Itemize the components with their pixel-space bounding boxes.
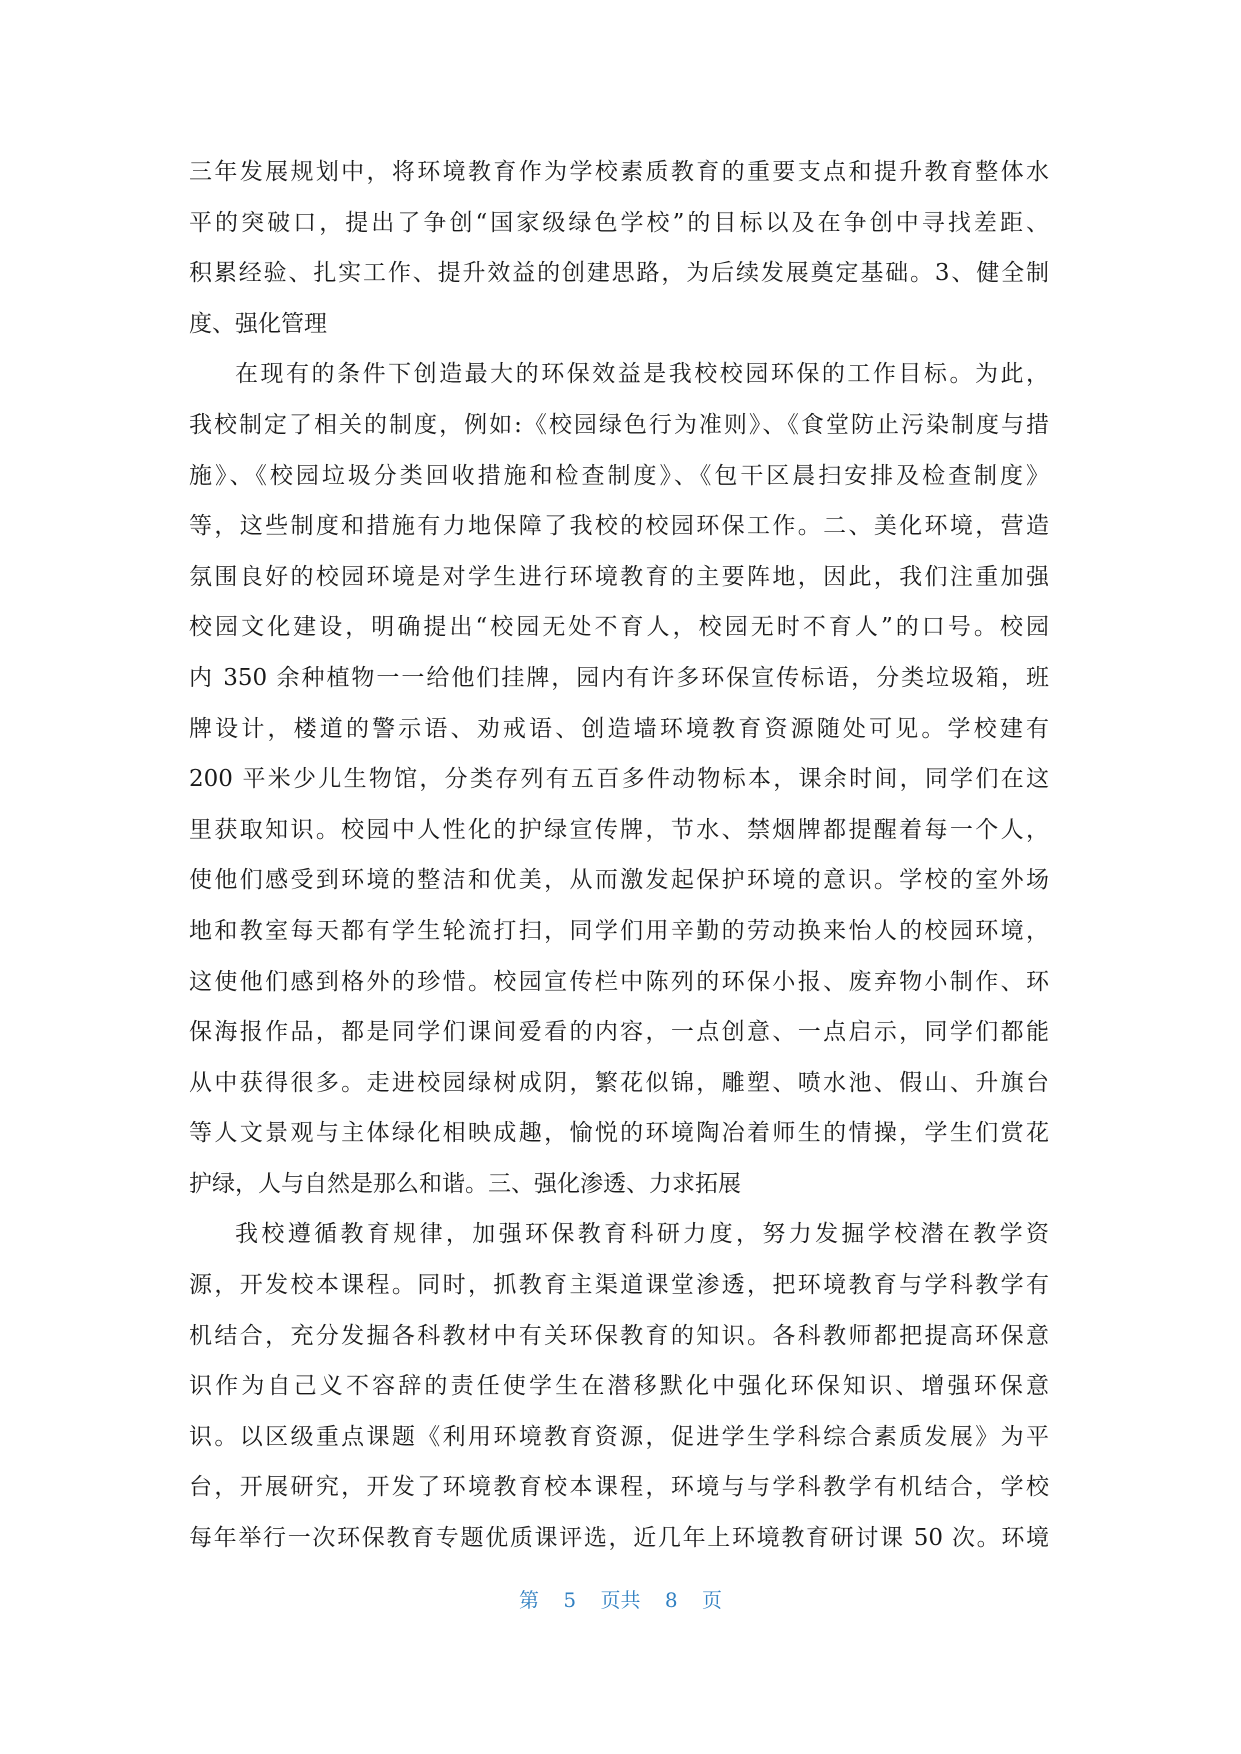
text-line: 里获取知识。校园中人性化的护绿宣传牌，节水、禁烟牌都提醒着每一个人， [189, 816, 1049, 843]
text-line: 校园文化建设，明确提出“校园无处不育人，校园无时不育人”的口号。校园 [189, 614, 1049, 641]
text-line: 我校制定了相关的制度，例如:《校园绿色行为准则》、《食堂防止污染制度与措 [189, 411, 1049, 438]
text-line: 护绿，人与自然是那么和谐。三、强化渗透、力求拓展 [189, 1170, 741, 1197]
text-line: 从中获得很多。走进校园绿树成阴，繁花似锦，雕塑、喷水池、假山、升旗台 [189, 1069, 1049, 1096]
text-line: 在现有的条件下创造最大的环保效益是我校校园环保的工作目标。为此， [235, 361, 1049, 388]
text-line: 识。以区级重点课题《利用环境教育资源，促进学生学科综合素质发展》为平 [189, 1423, 1049, 1450]
text-line: 我校遵循教育规律，加强环保教育科研力度，努力发掘学校潜在教学资 [235, 1221, 1049, 1248]
footer-suffix: 页 [701, 1588, 722, 1612]
text-line: 牌设计，楼道的警示语、劝戒语、创造墙环境教育资源随处可见。学校建有 [189, 715, 1049, 742]
text-line: 施》、《校园垃圾分类回收措施和检查制度》、《包干区晨扫安排及检查制度》 [189, 462, 1049, 489]
footer-current-page: 5 [563, 1588, 577, 1612]
text-line: 等人文景观与主体绿化相映成趣，愉悦的环境陶冶着师生的情操，学生们赏花 [189, 1120, 1049, 1147]
text-line: 保海报作品，都是同学们课间爱看的内容，一点创意、一点启示，同学们都能 [189, 1019, 1049, 1046]
text-line: 这使他们感到格外的珍惜。校园宣传栏中陈列的环保小报、废弃物小制作、环 [189, 968, 1049, 995]
text-line: 内 350 余种植物一一给他们挂牌，园内有许多环保宣传标语，分类垃圾箱，班 [189, 664, 1049, 691]
text-line: 平的突破口，提出了争创“国家级绿色学校”的目标以及在争创中寻找差距、 [189, 209, 1049, 236]
footer-mid: 页共 [600, 1588, 641, 1612]
text-line: 使他们感受到环境的整洁和优美，从而激发起保护环境的意识。学校的室外场 [189, 867, 1049, 894]
footer-prefix: 第 [519, 1588, 540, 1612]
text-line: 氛围良好的校园环境是对学生进行环境教育的主要阵地，因此，我们注重加强 [189, 563, 1049, 590]
text-line: 地和教室每天都有学生轮流打扫，同学们用辛勤的劳动换来怡人的校园环境， [189, 917, 1049, 944]
page-footer [0, 1584, 1241, 1613]
text-line: 积累经验、扎实工作、提升效益的创建思路，为后续发展奠定基础。3、健全制 [189, 260, 1049, 287]
text-line: 200 平米少儿生物馆，分类存列有五百多件动物标本，课余时间，同学们在这 [189, 766, 1049, 793]
text-line: 台，开展研究，开发了环境教育校本课程，环境与与学科教学有机结合，学校 [189, 1474, 1049, 1501]
text-line: 每年举行一次环保教育专题优质课评选，近几年上环境教育研讨课 50 次。环境 [189, 1525, 1049, 1552]
text-line: 源，开发校本课程。同时，抓教育主渠道课堂渗透，把环境教育与学科教学有 [189, 1272, 1049, 1299]
footer-total-pages: 8 [664, 1588, 678, 1612]
text-line: 三年发展规划中，将环境教育作为学校素质教育的重要支点和提升教育整体水 [189, 159, 1049, 185]
text-line: 等，这些制度和措施有力地保障了我校的校园环保工作。二、美化环境，营造 [189, 513, 1049, 540]
document-body [189, 147, 1049, 1564]
text-line: 识作为自己义不容辞的责任使学生在潜移默化中强化环保知识、增强环保意 [189, 1373, 1049, 1400]
text-line: 机结合，充分发掘各科教材中有关环保教育的知识。各科教师都把提高环保意 [189, 1322, 1049, 1349]
text-line: 度、强化管理 [189, 310, 327, 337]
